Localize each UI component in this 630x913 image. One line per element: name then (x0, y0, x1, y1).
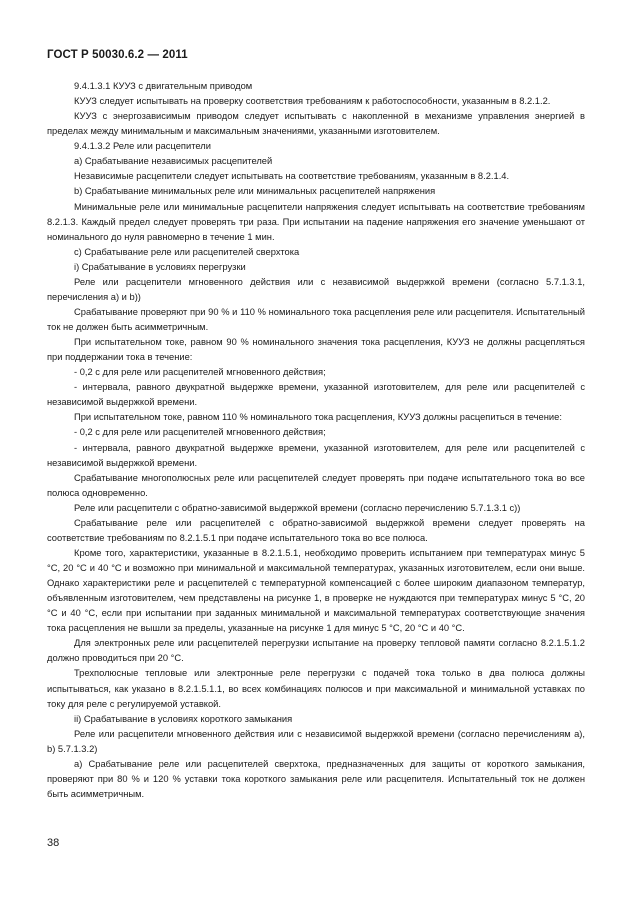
paragraph: При испытательном токе, равном 110 % номинального тока расцепления, КУУЗ должны расцепиться в течение: (74, 412, 562, 423)
paragraph: i) Срабатывание в условиях перегрузки (74, 261, 246, 272)
paragraph: ii) Срабатывание в условиях короткого замыкания (74, 713, 293, 724)
paragraph: с) Срабатывание реле или расцепителей сверхтока (74, 246, 300, 257)
paragraph: КУУЗ следует испытывать на проверку соответствия требованиям к работоспособности, указанным в 8.2.1.2. (74, 96, 551, 107)
document-body (47, 79, 585, 802)
paragraph: Срабатывание реле или расцепителей с обратно-зависимой выдержкой времени следует проверять на соответствие требованиям по 8.2.1.5.1 при подаче испытательного тока во все полюса. (47, 517, 585, 543)
paragraph: Независимые расцепители следует испытывать на соответствие требованиям, указанным в 8.2.1.4. (74, 171, 510, 182)
paragraph: - интервала, равного двукратной выдержке времени, указанной изготовителем, для реле или расцепителей с независимой выдержкой времени. (47, 442, 585, 468)
paragraph: Кроме того, характеристики, указанные в 8.2.1.5.1, необходимо проверить испытанием при температурах минус 5 °С, 20 °С и 40 °С и возможно при минимальной и максимальной температурах, указанных изготовителем, если они выше. Однако характеристики реле и расцепителей с температурной компенсацией с более широким диапазоном температур, объявленным изготовителем, чем представлены на рисунке 1, в проверке не нуждаются при температурах минус 5 °С, 20 °С и 40 °С, если при испытании при заданных минимальной и максимальной температурах соответствующие значения тока расцепления не вышли за пределы, указанные на рисунке 1 для минус 5 °С, 20 °С и 40 °С. (47, 547, 585, 634)
paragraph: а) Срабатывание реле или расцепителей сверхтока, предназначенных для защиты от короткого замыкания, проверяют при 80 % и 120 % уставки тока короткого замыкания реле или расцепителя. Испытательный ток не должен быть асимметричным. (47, 758, 585, 799)
paragraph: Реле или расцепители мгновенного действия или с независимой выдержкой времени (согласно 5.7.1.3.1, перечисления а) и b)) (47, 276, 585, 302)
paragraph: 9.4.1.3.1 КУУЗ с двигательным приводом (74, 81, 253, 91)
paragraph: 9.4.1.3.2 Реле или расцепители (74, 141, 211, 152)
paragraph: Минимальные реле или минимальные расцепители напряжения следует испытывать на соответствие требованиям 8.2.1.3. Каждый предел следует проверять три раза. При испытании на падение напряжения его значение уменьшают от номинального до нуля равномерно в течение 1 мин. (47, 201, 585, 242)
paragraph: b) Срабатывание минимальных реле или минимальных расцепителей напряжения (74, 186, 436, 197)
paragraph: Для электронных реле или расцепителей перегрузки испытание на проверку тепловой памяти согласно 8.2.1.5.1.2 должно проводиться при 20 °С. (47, 638, 585, 664)
paragraph: - 0,2 с для реле или расцепителей мгновенного действия; (74, 427, 326, 438)
paragraph: КУУЗ с энергозависимым приводом следует испытывать с накопленной в механизме управления энергией в пределах между минимальным и максимальным значениями, указанными изготовителем. (47, 111, 585, 137)
paragraph: При испытательном токе, равном 90 % номинального значения тока расцепления, КУУЗ не должны расцепляться при поддержании тока в течение: (47, 337, 585, 363)
paragraph: Реле или расцепители мгновенного действия или с независимой выдержкой времени (согласно перечислениям а), b) 5.7.1.3.2) (47, 728, 585, 754)
page-number: 38 (47, 837, 60, 849)
paragraph: Трехполюсные тепловые или электронные реле перегрузки с подачей тока только в два полюса должны испытываться, как указано в 8.2.1.5.1.1, во всех комбинациях полюсов и при максимальной и минимальной уставках по току для реле с регулируемой уставкой. (47, 668, 585, 709)
paragraph: - 0,2 с для реле или расцепителей мгновенного действия; (74, 367, 326, 378)
paragraph: - интервала, равного двукратной выдержке времени, указанной изготовителем, для реле или расцепителей с независимой выдержкой времени. (47, 382, 585, 408)
paragraph: Срабатывание проверяют при 90 % и 110 % номинального тока расцепления реле или расцепителя. Испытательный ток не должен быть асимметричным. (47, 306, 585, 332)
paragraph: Срабатывание многополюсных реле или расцепителей следует проверять при подаче испытательного тока во все полюса одновременно. (47, 472, 585, 498)
document-header: ГОСТ Р 50030.6.2 — 2011 (47, 49, 188, 61)
paragraph: а) Срабатывание независимых расцепителей (74, 156, 273, 167)
paragraph: Реле или расцепители с обратно-зависимой выдержкой времени (согласно перечислению 5.7.1.3.1 с)) (74, 502, 521, 513)
